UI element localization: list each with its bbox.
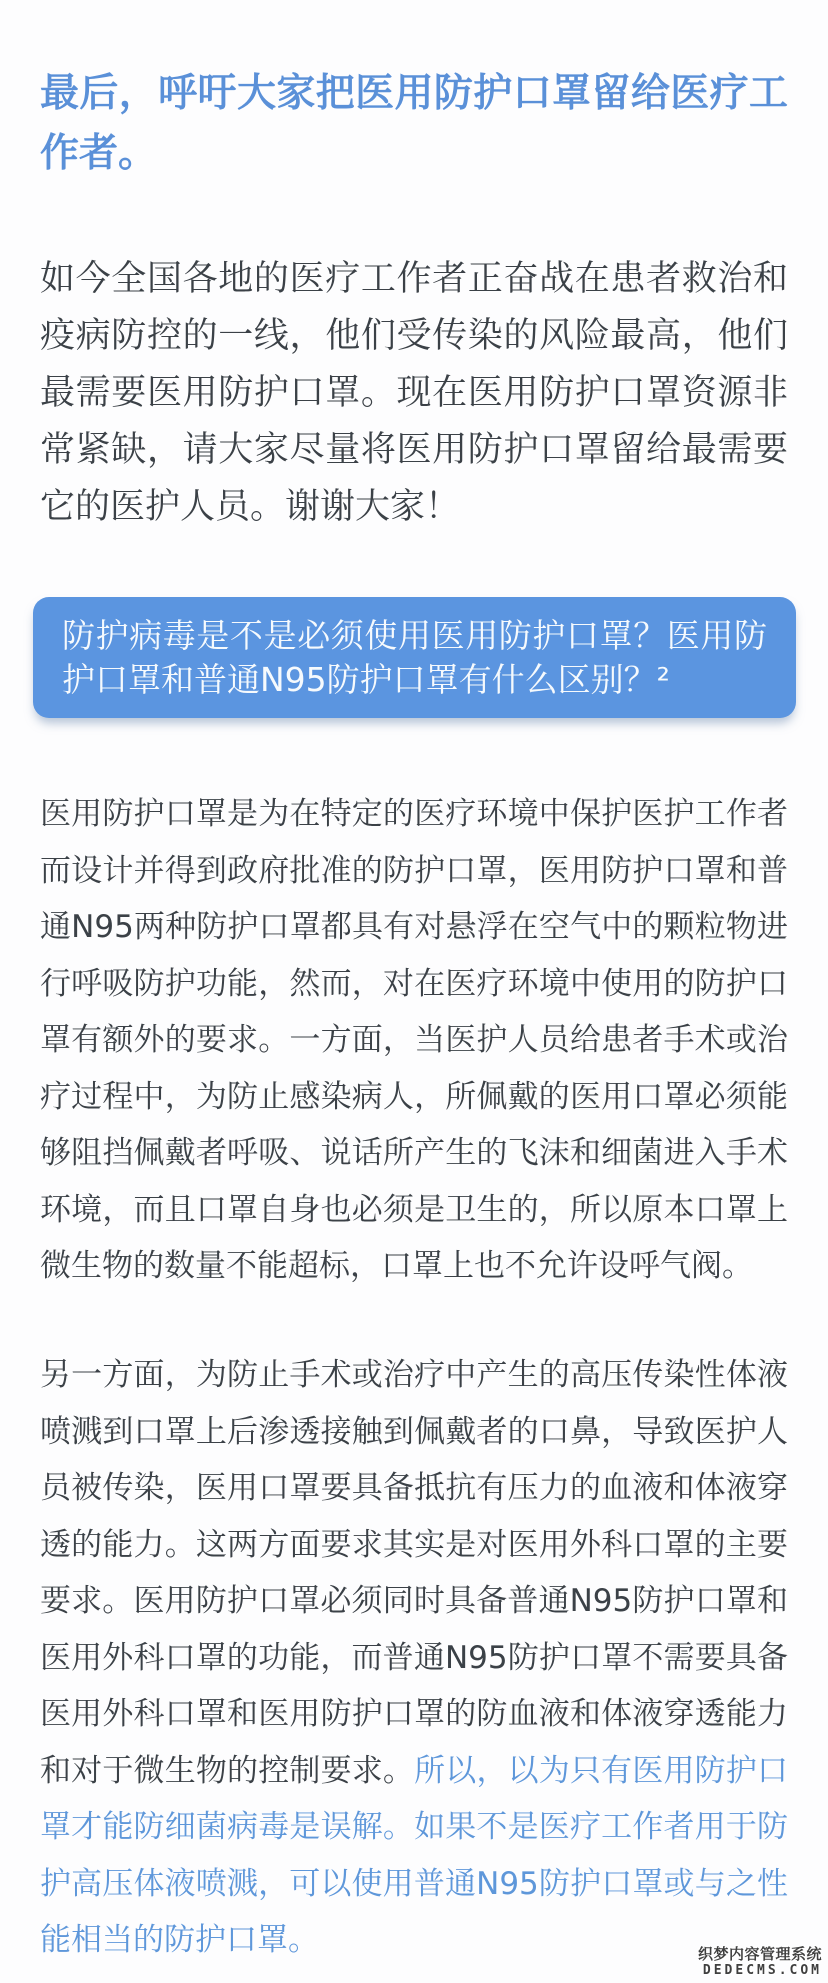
text-line: 医用防护口罩是为在特定的医疗环境中保护医护工作者 [40, 796, 788, 832]
text-line: 通N95两种防护口罩都具有对悬浮在空气中的颗粒物进 [40, 909, 788, 945]
text-line: 最后，呼吁大家把医用防护口罩留给医疗工 [40, 71, 788, 116]
watermark-cn-text: 织梦内容管理系统 [697, 1945, 822, 1963]
text-line [40, 1856, 788, 1913]
text-line: 环境，而且口罩自身也必须是卫生的，所以原本口罩上 [40, 1191, 788, 1228]
body-text: 和对于微生物的控制要求。 [40, 1752, 415, 1789]
text-line: 微生物的数量不能超标，口罩上也不允许设呼气阀。 [40, 1248, 753, 1284]
text-line: 医用外科口罩的功能，而普通N95防护口罩不需要具备 [40, 1639, 788, 1676]
watermark-en-text: DEDECMS.COM [702, 1963, 822, 1978]
text-line: 它的医护人员。谢谢大家！ [40, 487, 461, 527]
highlight-text: 罩才能防细菌病毒是误解。如果不是医疗工作者用于防 [40, 1809, 788, 1845]
text-line: 最需要医用防护口罩。现在医用防护口罩资源非 [40, 373, 788, 413]
text-line: 疫病防控的一线，他们受传染的风险最高，他们 [40, 316, 788, 356]
highlight-text: 所以，以为只有医用防护口 [414, 1752, 789, 1789]
text-line [40, 1743, 788, 1800]
text-line: 另一方面，为防止手术或治疗中产生的高压传染性体液 [40, 1357, 788, 1393]
question-highlight-box [33, 597, 796, 718]
text-line: 喷溅到口罩上后渗透接触到佩戴者的口鼻，导致医护人 [40, 1413, 788, 1450]
highlight-text: 护高压体液喷溅，可以使用普通N95防护口罩或与之性 [40, 1865, 788, 1902]
text-line: 罩有额外的要求。一方面，当医护人员给患者手术或治 [40, 1022, 788, 1058]
paragraph-3 [40, 1347, 788, 1969]
paragraph-2 [40, 786, 788, 1295]
text-line: 透的能力。这两方面要求其实是对医用外科口罩的主要 [40, 1526, 788, 1563]
text-line: 医用外科口罩和医用防护口罩的防血液和体液穿透能力 [40, 1696, 788, 1732]
text-line: 员被传染，医用口罩要具备抵抗有压力的血液和体液穿 [40, 1470, 788, 1506]
text-line: 护口罩和普通N95防护口罩有什么区别？² [62, 660, 670, 699]
text-line: 够阻挡佩戴者呼吸、说话所产生的飞沫和细菌进入手术 [40, 1135, 788, 1171]
text-line: 而设计并得到政府批准的防护口罩，医用防护口罩和普 [40, 852, 788, 889]
text-line [40, 1799, 788, 1856]
text-line: 防护病毒是不是必须使用医用防护口罩？医用防 [62, 616, 767, 655]
text-line: 行呼吸防护功能，然而，对在医疗环境中使用的防护口 [40, 965, 788, 1002]
text-line: 疗过程中，为防止感染病人，所佩戴的医用口罩必须能 [40, 1078, 788, 1115]
text-line: 要求。医用防护口罩必须同时具备普通N95防护口罩和 [40, 1583, 788, 1619]
text-line: 如今全国各地的医疗工作者正奋战在患者救治和 [40, 259, 788, 299]
article-heading [40, 64, 788, 184]
text-line: 作者。 [40, 131, 158, 176]
text-line: 常紧缺，请大家尽量将医用防护口罩留给最需要 [40, 430, 788, 470]
text-line [40, 1912, 788, 1969]
paragraph-1 [40, 251, 788, 536]
highlight-text: 能相当的防护口罩。 [40, 1922, 319, 1958]
watermark [698, 1946, 822, 1979]
